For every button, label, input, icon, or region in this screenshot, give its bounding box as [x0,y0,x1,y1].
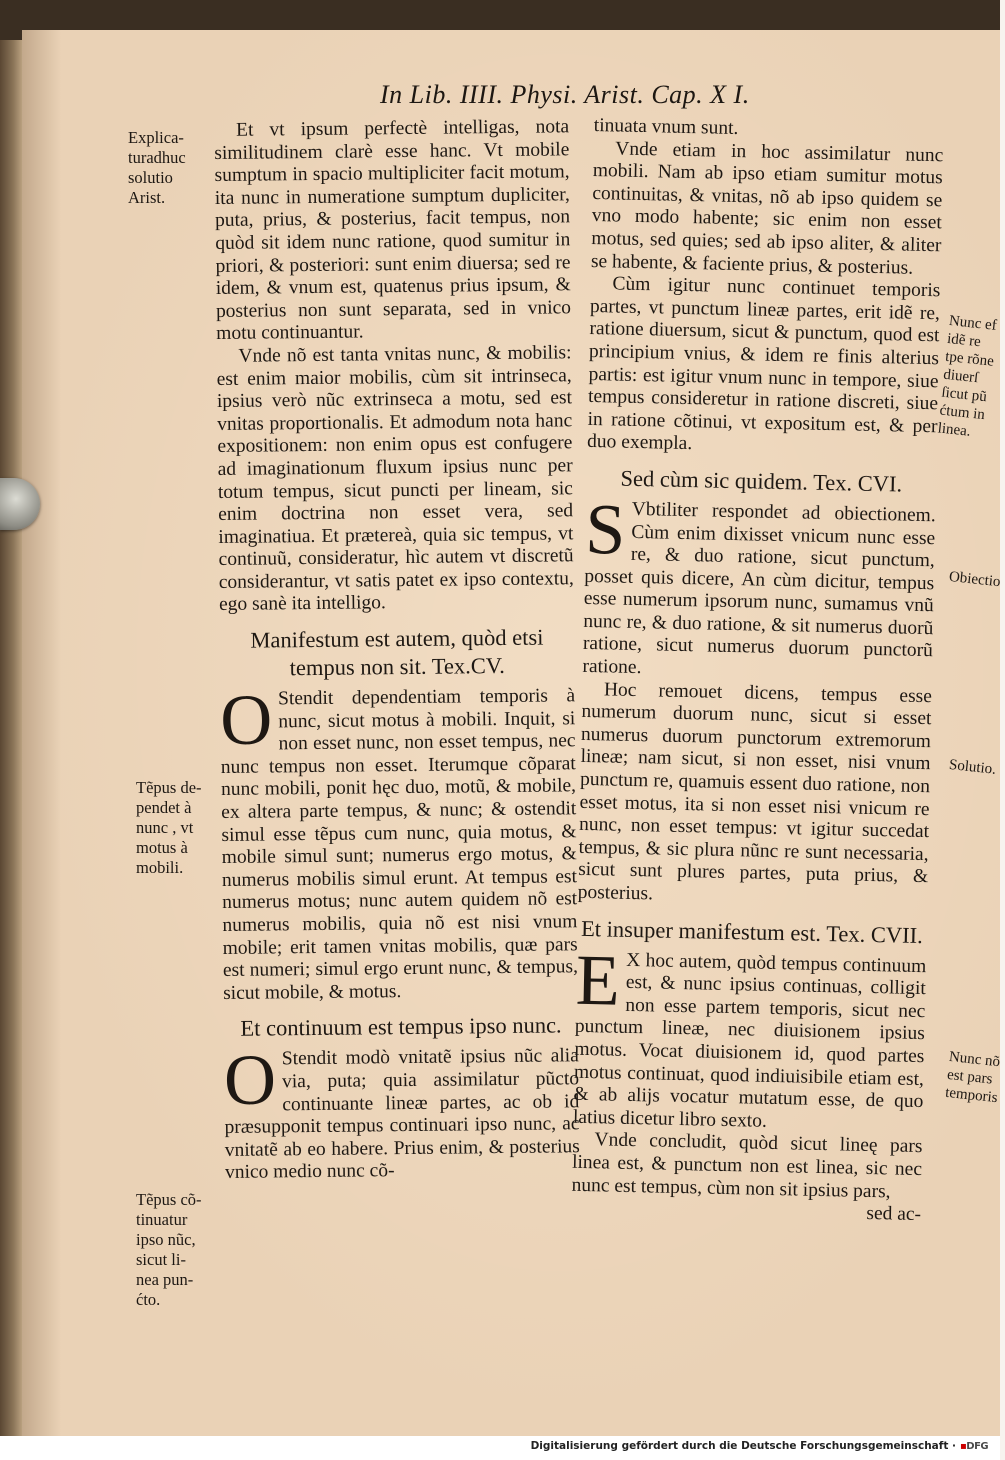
margin-note-solutio: Solutio. [948,756,997,778]
right-column [571,115,944,1227]
dfg-logo: ▪DFG [960,1441,989,1452]
paragraph [572,939,927,1136]
catchword: sed ac- [866,1203,922,1226]
paragraph-text: Vbtiliter respondet ad obiectionem. Cùm enim dixisset vnicum nunc esse re, & duo ratione, sicut punctum, posset quis dicere, An cùm dicitur, tempus esse numerum ipsorum nunc, sumamus vnũ nunc re, & duo ratione, & sit numerus duorũ ratione, sicut numerus duorum punctorũ ratione. [582,498,936,679]
drop-cap: S [584,488,627,570]
section-heading: Et insuper manifestum est. Tex. CVII. [580,915,924,948]
footer-bar [0,1436,1000,1460]
paragraph: tinuata vnum sunt. [593,115,739,140]
section-heading: Sed cùm sic quidem. Tex. CVI. [620,465,903,497]
margin-note-nunc-non-pars: Nunc nõ est pars temporis [944,1048,1001,1107]
paragraph: Vnde nõ est tanta vnitas nunc, & mobilis: est enim maior mobilis, cùm sit intrinseca, ipsius verò nũc extrinseca a motu, sed est vnitas proportionalis. Et admodum nota hanc expositionem: non enim opus est confugere ad imaginationum fluxum ipsius nunc per totum tempus, sicut puncti per lineam, sic enim doctrina non esset vera, sed imaginatiua. Et prætereà, quia sic tempus, vt continuũ, consideratur, hìc autem vt discretũ considerantur, vt satis patet ex ipso contextu, ego sanè ita intelligo. [216,342,574,616]
paragraph: Et vt ipsum perfectè intelligas, nota similitudinem clarè esse hanc. Vt mobile sumptum in spacio multipliciter facit motum, ita nunc in numeratione sumptum dupliciter, puta, prius, & posterius, facit tempus, non quòd sit idem nunc ratione, quod sumitur in priori, & posteriori: sunt enim diuersa; sed re idem, & vnum est, quatenus prius ipsum, & posterius non sunt separata, sed in vnico motu continuantur. [214,116,572,345]
dfg-logo-text: DFG [966,1441,989,1452]
left-column [214,116,580,1185]
running-header: In Lib. IIII. Physi. Arist. Cap. X I. [380,80,750,109]
margin-note-tempus-continuatur: Tẽpus cõ- tinuatur ipso nũc, sicut li- nea pun- ćto. [136,1190,202,1309]
section-heading: Et continuum est tempus ipso nunc. [240,1012,562,1042]
paragraph-text: Stendit dependentiam temporis à nunc, sicut motus à mobili. Inquit, si non esset nunc, non esset tempus, nec nunc tempus non esset. Iterumque cõparat nunc mobili, ponit hęc duo, motũ, & mobile, ex altera parte tempus, & nunc; & ostendit simul esse tẽpus cum nunc, quia motus, & mobile simul sunt; numerus ergo motus, & numerus mobilis simul erunt. At tempus est numerus motus; nunc autem quidem nõ est numerus mobilis, quia nõ est nisi vnum mobile; erit tamen vnitas mobilis, quæ pars est numeri; simul ergo erunt nunc, & tempus, sicut mobile, & motus. [220,685,578,1004]
paragraph: Vnde concludit, quòd sicut lineę pars linea est, & punctum non est linea, sic nec nunc est tempus, cùm non sit ipsius pars, [571,1129,923,1202]
margin-note-explicatur: Explica- turadhuc solutio Arist. [128,128,186,207]
margin-note-obiectio: Obiectio [948,568,1002,591]
drop-cap: O [223,1039,277,1121]
paragraph: Hoc remouet dicens, tempus esse numerum duorum nunc, sicut si esset numerus duorum punctorum extremorum lineæ; nam sicut, si non esset, nisi vnum punctum re, quamuis essent duo ratione, non esset motus, ita si non esset nisi vnicum re nunc, non esset tempus: vt igitur succedat tempus, & sic plura nũnc re sunt necessaria, sicut sunt plures partes, puta prius, & posterius. [577,678,933,905]
paragraph [582,488,936,686]
drop-cap: O [219,679,273,761]
margin-note-tempus-dependet: Tẽpus de- pendet à nunc , vt motus à mobili. [136,778,202,877]
paragraph-text: Stendit modò vnitatẽ ipsius nũc alia via, puta; quia assimilatur pũcto continuante lineæ partes, ac ob id præsupponit tempus continuari ipso nunc, ac vnitatẽ ab eo habere. Prius enim, & posterius vnico medio nunc cõ- [224,1045,580,1184]
section-heading: Manifestum est autem, quòd etsi tempus non sit. Tex.CV. [250,624,544,681]
funding-notice: Digitalisierung gefördert durch die Deutsche Forschungsgemeinschaft · [530,1440,956,1452]
margin-note-nunc-idem: Nunc ef idẽ re tpe rõne diuerſ ſicut pũ ćtum in linea. [936,312,998,440]
paragraph [223,1039,580,1185]
paragraph-text: X hoc autem, quòd tempus continuum est, & nunc ipsius continuas, colligit non esse partem temporis, sicut nec punctum lineæ, nec diuisionem ipsius motus. Vocat diuisionem id, quod partes motus continuat, quod indiuisibile etiam est, & ab alijs vocatur mutatum esse, de quo latius dicetur libro sexto. [572,949,927,1132]
paragraph: Cùm igitur nunc continuet temporis partes, vt punctum lineæ partes, erit idẽ re, ratione diuersum, sicut & punctum, quod est principium vnius, & idem re finis alterius partis: est igitur vnum nunc in tempore, siue tempus consideretur in ratione discreti, siue in ratione cõtinui, vt expositum est, & per duo exempla. [586,273,941,455]
drop-cap: E [575,939,621,1021]
paragraph [219,679,578,1005]
paragraph: Vnde etiam in hoc assimilatur nunc mobili. Nam ab ipso etiam sumitur motus continuitas, & vnitas, nõ ab ipso quidem se vno modo habente; sic enim non esset motus, sed quies; sed ab ipso aliter, & aliter se habente, & faciente prius, & posterius. [590,138,944,279]
book-edge [0,40,22,1436]
